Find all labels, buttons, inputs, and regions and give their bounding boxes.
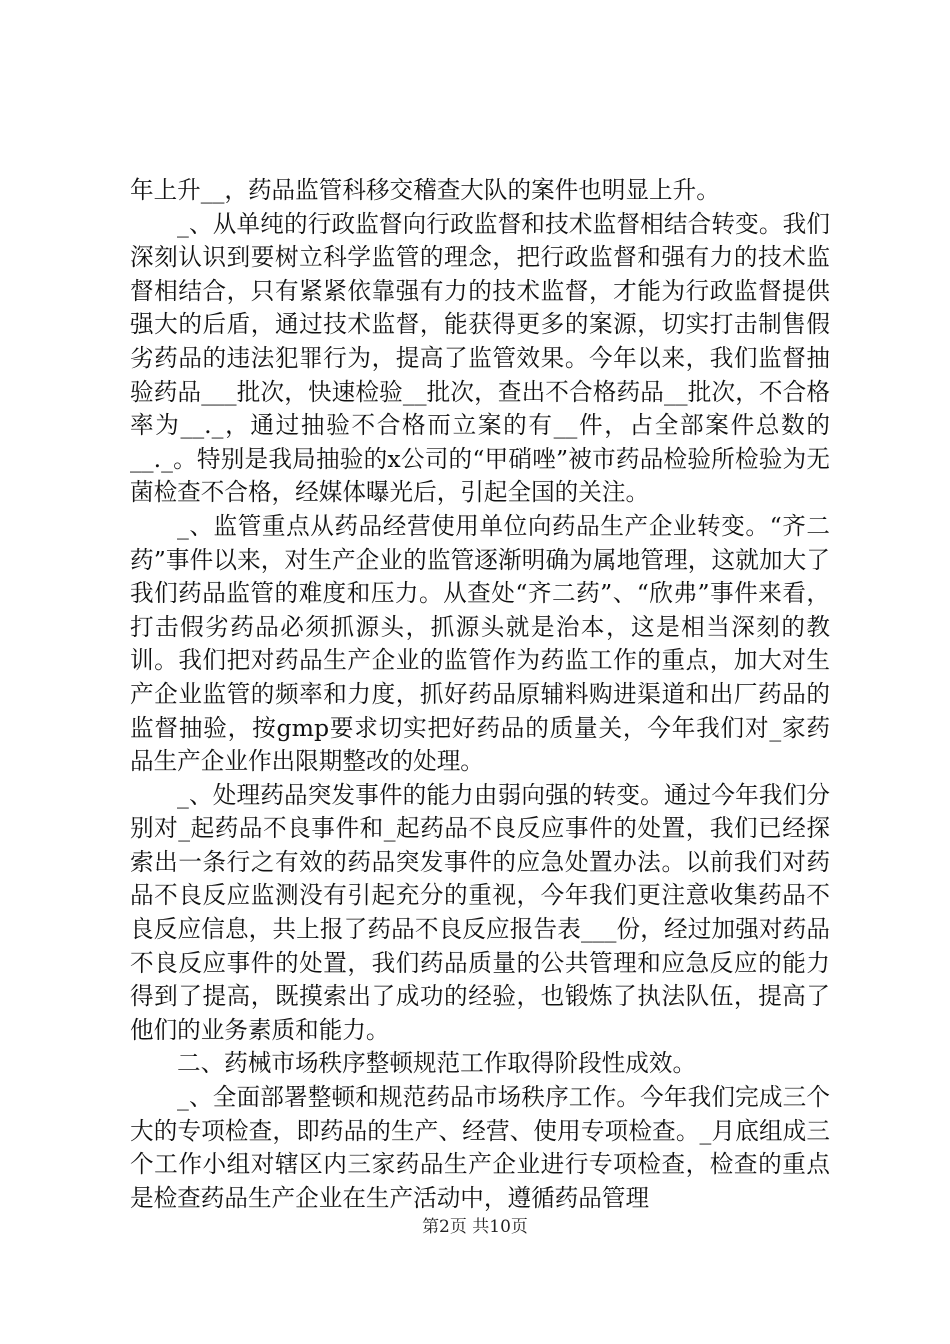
paragraph-1: 年上升__，药品监管科移交稽查大队的案件也明显上升。 xyxy=(130,176,720,204)
paragraph-3: _、监管重点从药品经营使用单位向药品生产企业转变。“齐二药”事件以来，对生产企业的监管逐渐明确为属地管理，这就加大了我们药品监管的难度和压力。从查处“齐二药”、“欣弗”事件来看，打击假劣药品必须抓源头，抓源头就是治本，这是相当深刻的教训。我们把对药品生产企业的监管作为药监工作的重点，加大对生产企业监管的频率和力度，抓好药品原辅料购进渠道和出厂药品的监督抽验，按gmp要求切实把好药品的质量关，今年我们对_家药品生产企业作出限期整改的处理。 xyxy=(130,511,830,776)
paragraph-5: 二、药械市场秩序整顿规范工作取得阶段性成效。 xyxy=(177,1049,697,1078)
page-footer xyxy=(0,1216,950,1238)
paragraph-2: _、从单纯的行政监督向行政监督和技术监督相结合转变。我们深刻认识到要树立科学监管的理念，把行政监督和强有力的技术监督相结合，只有紧紧依靠强有力的技术监督，才能为行政监督提供强大的后盾，通过技术监督，能获得更多的案源，切实打击制售假劣药品的违法犯罪行为，提高了监管效果。今年以来，我们监督抽验药品___批次，快速检验__批次，查出不合格药品__批次，不合格率为__._，通过抽验不合格而立案的有__件，占全部案件总数的__._。特别是我局抽验的x公司的“甲硝唑”被市药品检验所检验为无菌检查不合格，经媒体曝光后，引起全国的关注。 xyxy=(130,209,830,507)
document-body xyxy=(130,174,830,1215)
page-number-label: 第2页 共10页 xyxy=(422,1217,528,1237)
paragraph-4: _、处理药品突发事件的能力由弱向强的转变。通过今年我们分别对_起药品不良事件和_起药品不良反应事件的处置，我们已经探索出一条行之有效的药品突发事件的应急处置办法。以前我们对药品不良反应监测没有引起充分的重视，今年我们更注意收集药品不良反应信息，共上报了药品不良反应报告表___份，经过加强对药品不良反应事件的处置，我们药品质量的公共管理和应急反应的能力得到了提高，既摸索出了成功的经验，也锻炼了执法队伍，提高了他们的业务素质和能力。 xyxy=(130,780,830,1044)
paragraph-6: _、全面部署整顿和规范药品市场秩序工作。今年我们完成三个大的专项检查，即药品的生产、经营、使用专项检查。_月底组成三个工作小组对辖区内三家药品生产企业进行专项检查，检查的重点是检查药品生产企业在生产活动中，遵循药品管理 xyxy=(130,1083,830,1212)
